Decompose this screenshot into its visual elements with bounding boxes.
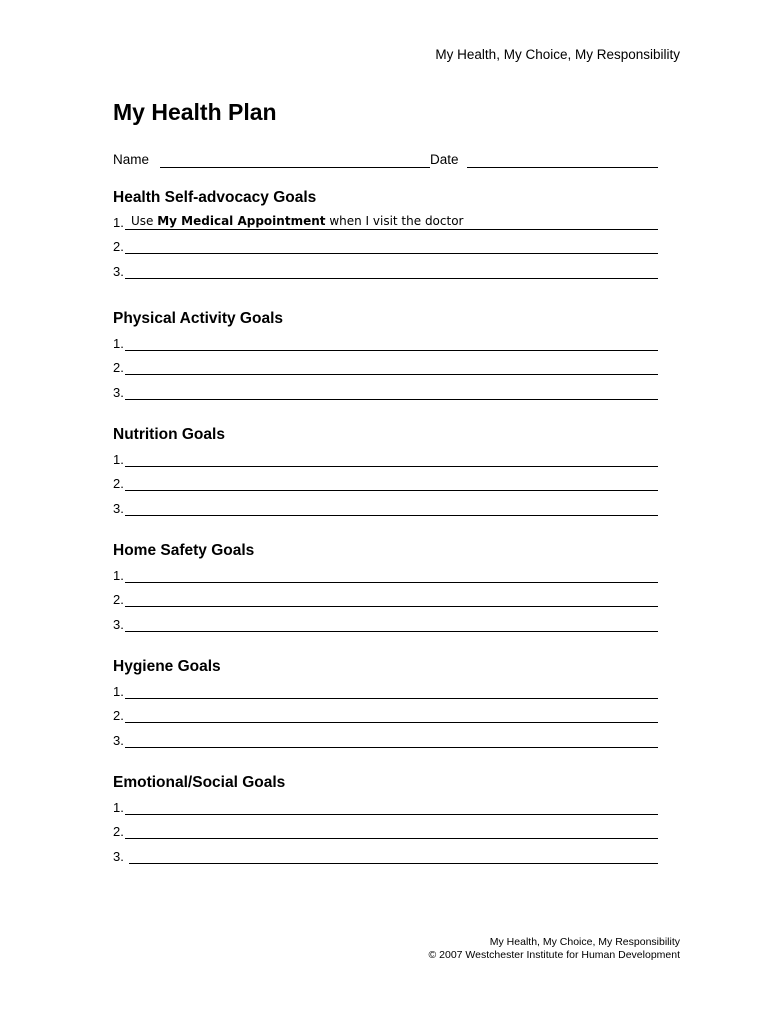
goal-number: 3. — [113, 384, 124, 400]
goal-line[interactable] — [113, 233, 658, 258]
goal-line[interactable] — [113, 470, 658, 495]
goal-line[interactable] — [113, 842, 658, 867]
goal-line[interactable] — [113, 378, 658, 403]
goal-line[interactable] — [113, 702, 658, 727]
goal-line[interactable] — [113, 610, 658, 635]
goal-line[interactable] — [113, 494, 658, 519]
section-title: Health Self-advocacy Goals — [113, 189, 317, 206]
goal-text-bold: My Medical Appointment — [157, 213, 326, 228]
goal-underline — [125, 374, 658, 375]
goal-underline — [125, 515, 658, 516]
goal-number: 2. — [113, 360, 124, 375]
section-title: Physical Activity Goals — [113, 310, 284, 327]
goal-underline — [125, 814, 658, 815]
goal-underline — [125, 698, 658, 699]
goal-underline — [125, 631, 658, 632]
goal-underline — [125, 278, 658, 279]
goal-underline — [129, 863, 658, 864]
date-field[interactable] — [467, 167, 658, 168]
goal-underline — [125, 229, 658, 230]
goal-line[interactable] — [113, 793, 658, 818]
goal-number: 1. — [113, 214, 124, 230]
page-title: My Health Plan — [113, 99, 277, 125]
date-label: Date — [430, 152, 459, 167]
goal-line[interactable] — [113, 586, 658, 611]
goal-text: Use My Medical Appointment when I visit the doctor — [131, 213, 464, 228]
goal-number: 3. — [113, 732, 124, 748]
section-physical-activity — [113, 309, 658, 403]
goal-line[interactable] — [113, 257, 658, 282]
goal-underline — [125, 350, 658, 351]
goal-line[interactable] — [113, 677, 658, 702]
goal-underline — [125, 399, 658, 400]
section-home-safety — [113, 541, 658, 635]
goal-underline — [125, 606, 658, 607]
goal-number: 2. — [113, 476, 124, 491]
goal-underline — [125, 747, 658, 748]
goal-underline — [125, 582, 658, 583]
name-field[interactable] — [160, 167, 430, 168]
goal-underline — [125, 722, 658, 723]
goal-underline — [125, 838, 658, 839]
section-nutrition — [113, 425, 658, 519]
section-title: Nutrition Goals — [113, 426, 225, 443]
header-text: My Health, My Choice, My Responsibility — [435, 47, 680, 62]
section-title: Home Safety Goals — [113, 542, 255, 559]
goal-line[interactable] — [113, 329, 658, 354]
goal-number: 2. — [113, 592, 124, 607]
goal-number: 3. — [113, 263, 124, 279]
goal-number: 1. — [113, 335, 124, 351]
goal-number: 1. — [113, 799, 124, 815]
goal-number: 3. — [113, 848, 124, 864]
goal-number: 3. — [113, 616, 124, 632]
goal-number: 2. — [113, 239, 124, 254]
section-emotional-social — [113, 773, 658, 867]
footer-copyright: © 2007 Westchester Institute for Human Development — [428, 949, 680, 961]
goal-number: 1. — [113, 567, 124, 583]
section-title: Emotional/Social Goals — [113, 774, 286, 791]
goal-underline — [125, 490, 658, 491]
goal-line[interactable] — [113, 445, 658, 470]
name-date-row — [113, 152, 658, 170]
goal-line[interactable] — [113, 208, 658, 233]
goal-number: 2. — [113, 824, 124, 839]
name-label: Name — [113, 152, 150, 167]
goal-line[interactable] — [113, 354, 658, 379]
footer — [429, 936, 681, 962]
goal-line[interactable] — [113, 561, 658, 586]
goal-number: 3. — [113, 500, 124, 516]
section-health-self-advocacy — [113, 188, 658, 282]
section-title: Hygiene Goals — [113, 658, 221, 675]
goal-number: 1. — [113, 451, 124, 467]
footer-line-1: My Health, My Choice, My Responsibility — [489, 936, 680, 948]
goal-underline — [125, 466, 658, 467]
goal-line[interactable] — [113, 818, 658, 843]
section-hygiene — [113, 657, 658, 751]
goal-line[interactable] — [113, 726, 658, 751]
goal-number: 1. — [113, 683, 124, 699]
goal-underline — [125, 253, 658, 254]
goal-number: 2. — [113, 708, 124, 723]
